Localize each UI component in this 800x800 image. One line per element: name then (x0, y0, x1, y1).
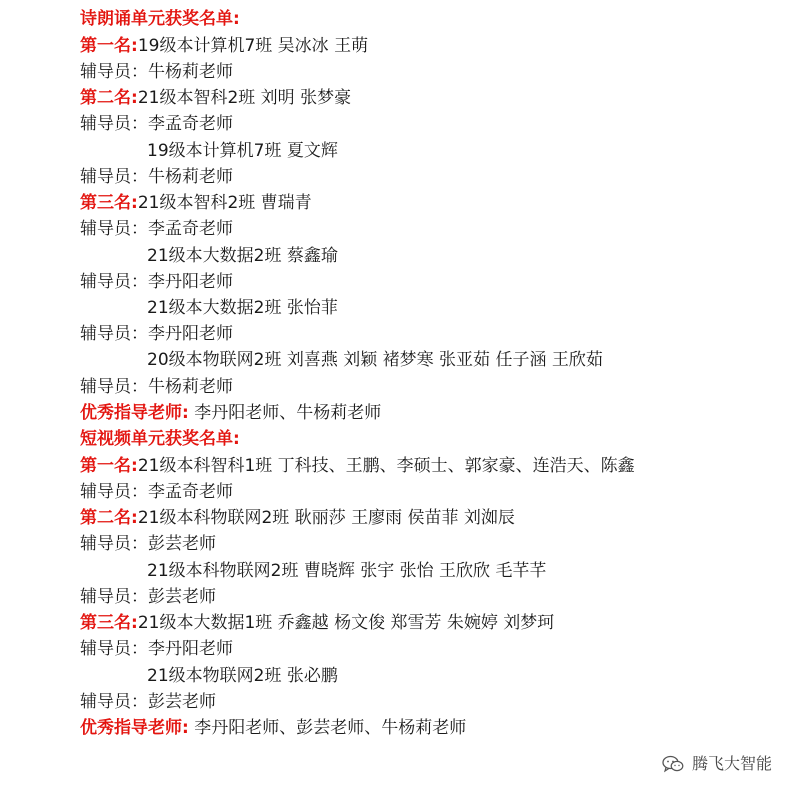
video-row (80, 689, 216, 715)
rank-label: 第三名: (80, 193, 138, 213)
row-text: 21级本物联网2班 张必鹏 (147, 666, 338, 686)
poetry-row (80, 164, 233, 190)
poetry-row (80, 321, 233, 347)
poetry-row (80, 59, 233, 85)
video-row (147, 558, 546, 584)
row-text: 21级本科物联网2班 曹晓辉 张宇 张怡 王欣欣 毛芊芊 (147, 561, 547, 581)
poetry-row (147, 138, 338, 164)
video-row (80, 479, 233, 505)
row-text: 20级本物联网2班 刘喜燕 刘颖 褚梦寒 张亚茹 任子涵 王欣茹 (147, 350, 603, 370)
row-text: 辅导员：李孟奇老师 (80, 219, 233, 239)
row-text: 辅导员：李丹阳老师 (80, 324, 233, 344)
poetry-mentor-row (80, 400, 381, 426)
row-text: 辅导员：牛杨莉老师 (80, 62, 233, 82)
row-text: 辅导员：牛杨莉老师 (80, 377, 233, 397)
row-text: 21级本智科2班 刘明 张梦豪 (137, 88, 352, 108)
video-section-title: 短视频单元获奖名单: (80, 429, 240, 449)
mentor-label: 优秀指导老师: (80, 718, 189, 738)
row-text: 21级本大数据2班 蔡鑫瑜 (147, 246, 338, 266)
wechat-watermark (662, 752, 772, 776)
poetry-row (80, 216, 233, 242)
watermark-text: 腾飞大智能 (691, 754, 772, 773)
video-row (80, 610, 554, 636)
poetry-row (147, 295, 338, 321)
row-text: 辅导员：牛杨莉老师 (80, 167, 233, 187)
poetry-row (147, 347, 603, 373)
row-text: 19级本计算机7班 吴冰冰 王萌 (137, 36, 369, 56)
poetry-row (80, 33, 368, 59)
row-text: 21级本科物联网2班 耿丽莎 王廖雨 侯苗菲 刘洳辰 (137, 508, 515, 528)
poetry-row (80, 190, 312, 216)
poetry-row (80, 111, 233, 137)
row-text: 辅导员：李丹阳老师 (80, 272, 233, 292)
row-text: 辅导员：彭芸老师 (80, 692, 216, 712)
poetry-row (147, 243, 338, 269)
poetry-row (80, 269, 233, 295)
row-text: 21级本大数据2班 张怡菲 (147, 298, 338, 318)
row-text: 21级本智科2班 曹瑞青 (137, 193, 312, 213)
poetry-section-title: 诗朗诵单元获奖名单: (80, 9, 240, 29)
row-text: 辅导员：李孟奇老师 (80, 114, 233, 134)
video-mentor-row (80, 715, 466, 741)
video-row (80, 453, 635, 479)
mentor-label: 优秀指导老师: (80, 403, 189, 423)
wechat-icon (662, 755, 684, 773)
row-text: 辅导员：彭芸老师 (80, 534, 216, 554)
rank-label: 第二名: (80, 508, 138, 528)
rank-label: 第一名: (80, 456, 138, 476)
row-text: 19级本计算机7班 夏文辉 (147, 141, 338, 161)
video-row (80, 636, 233, 662)
poetry-row (80, 85, 351, 111)
poetry-row (80, 374, 233, 400)
rank-label: 第一名: (80, 36, 138, 56)
row-text: 辅导员：李丹阳老师 (80, 639, 233, 659)
row-text: 辅导员：彭芸老师 (80, 587, 216, 607)
mentor-text: 李丹阳老师、牛杨莉老师 (188, 403, 382, 423)
rank-label: 第二名: (80, 88, 138, 108)
video-row (147, 663, 338, 689)
row-text: 辅导员：李孟奇老师 (80, 482, 233, 502)
mentor-text: 李丹阳老师、彭芸老师、牛杨莉老师 (188, 718, 467, 738)
row-text: 21级本科智科1班 丁科技、王鹏、李硕士、郭家豪、连浩天、陈鑫 (137, 456, 635, 476)
video-row (80, 505, 515, 531)
rank-label: 第三名: (80, 613, 138, 633)
row-text: 21级本大数据1班 乔鑫越 杨文俊 郑雪芳 朱婉婷 刘梦珂 (137, 613, 555, 633)
video-row (80, 584, 216, 610)
video-row (80, 531, 216, 557)
